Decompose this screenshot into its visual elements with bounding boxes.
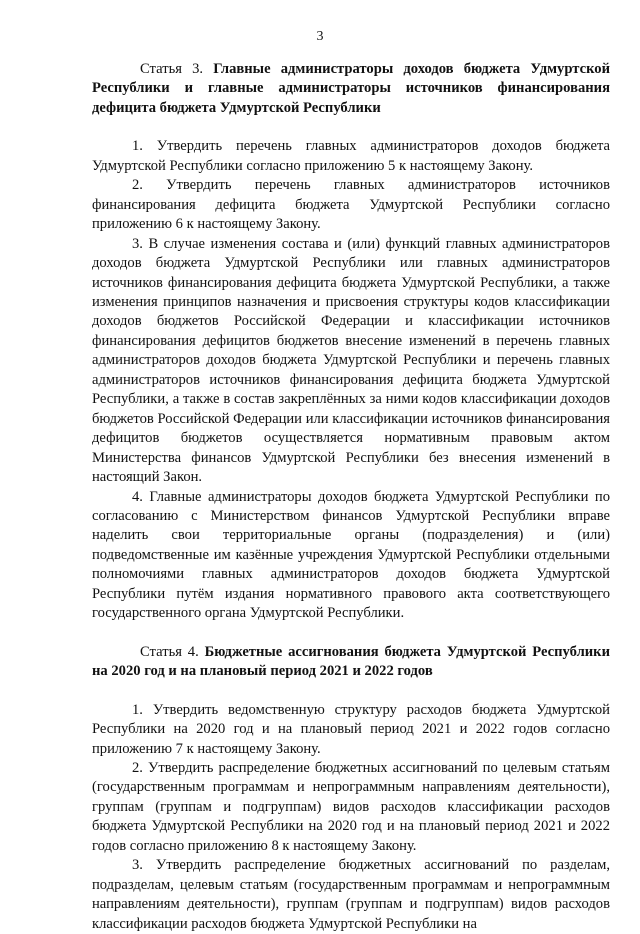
paragraph: 3. Утвердить распределение бюджетных ассигнований по разделам, подразделам, целевым статьям (государственным программам и непрограммным направлениям деятельности), группам (группам и подгруппам) видов расходов классификации расходов бюджета Удмуртской Республики на bbox=[92, 857, 610, 932]
article-number: Статья 3. bbox=[140, 61, 204, 77]
article-number: Статья 4. bbox=[140, 643, 199, 660]
article-title: Бюджетные ассигнования бюджета Удмуртской Республики на 2020 год и на плановый период 2021 и 2022 годов bbox=[92, 643, 610, 680]
paragraph: 3. В случае изменения состава и (или) функций главных администраторов доходов бюджета Удмуртской Республики или главных администраторов источников финансирования дефицита бюджета Удмуртской Республики, а также изменения принципов назначения и присвоения структуры кодов классификации доходов бюджетов Российской Федерации и классификации источников финансирования дефицитов бюджетов внесение изменений в перечень главных администраторов доходов бюджета Удмуртской Республики и перечень главных администраторов источников финансирования дефицита бюджета Удмуртской Республики, а также в состав закреплённых за ними кодов классификации доходов бюджетов Российской Федерации или классификации источников финансирования дефицитов бюджетов осуществляется нормативным правовым актом Министерства финансов Удмуртской Республики без внесения изменений в настоящий Закон. bbox=[92, 235, 610, 486]
article-title: Главные администраторы доходов бюджета Удмуртской Республики и главные администраторы источников финансирования дефицита бюджета Удмуртской Республики bbox=[92, 61, 610, 116]
paragraph: 2. Утвердить распределение бюджетных ассигнований по целевым статьям (государственным программам и непрограммным направлениям деятельности), группам (группам и подгруппам) видов расходов классификации расходов бюджета Удмуртской Республики на 2020 год и на плановый период 2021 и 2022 годов согласно приложению 8 к настоящему Закону. bbox=[92, 759, 610, 854]
page-number: 3 bbox=[316, 29, 324, 44]
article-4 bbox=[92, 643, 610, 934]
article-heading bbox=[92, 643, 610, 682]
paragraph: 2. Утвердить перечень главных администраторов источников финансирования дефицита бюджета Удмуртской Республики согласно приложению 6 к настоящему Закону. bbox=[92, 177, 610, 233]
paragraph: 1. Утвердить ведомственную структуру расходов бюджета Удмуртской Республики на 2020 год и на плановый период 2021 и 2022 годов согласно приложению 7 к настоящему Закону. bbox=[92, 701, 610, 757]
article-3 bbox=[92, 60, 610, 624]
document-body bbox=[92, 60, 610, 934]
paragraph: 1. Утвердить перечень главных администраторов доходов бюджета Удмуртской Республики согласно приложению 5 к настоящему Закону. bbox=[92, 138, 610, 174]
article-heading bbox=[92, 60, 610, 118]
paragraph: 4. Главные администраторы доходов бюджета Удмуртской Республики по согласованию с Министерством финансов Удмуртской Республики вправе наделить свои территориальные органы (подразделения) и (или) подведомственные им казённые учреждения Удмуртской Республики отдельными полномочиями главных администраторов доходов бюджета Удмуртской Республики путём издания нормативного правового акта соответствующего государственного органа Удмуртской Республики. bbox=[92, 488, 610, 622]
